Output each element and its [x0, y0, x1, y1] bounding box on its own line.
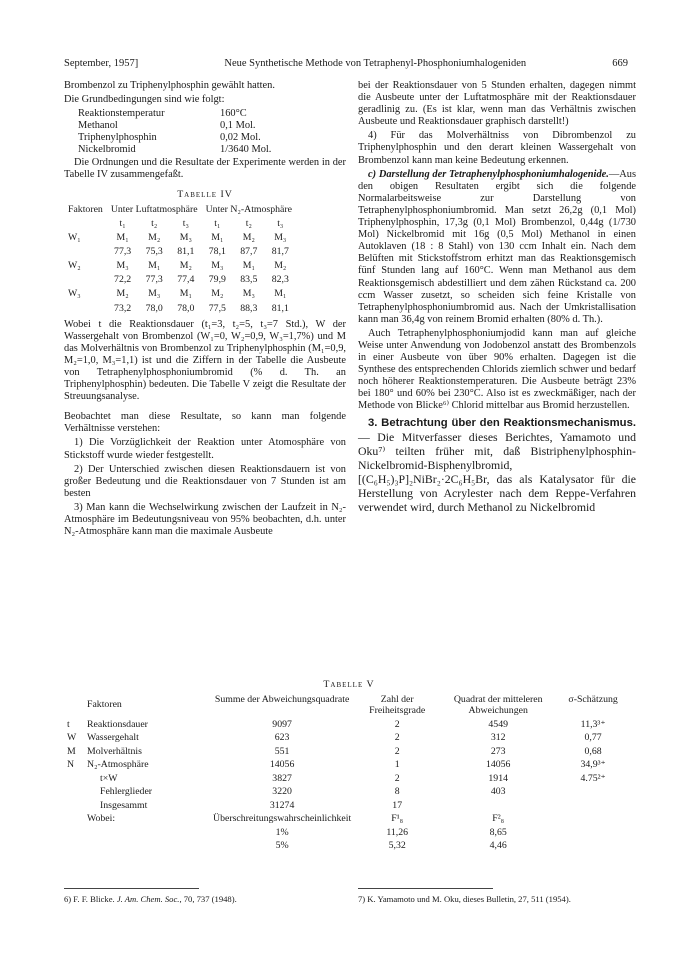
table5-factor: Molverhältnis: [87, 745, 142, 757]
intro-paragraph: Brombenzol zu Triphenylphosphin gewählt hatten.: [64, 80, 275, 91]
table4-factors-head: Faktoren: [68, 203, 103, 215]
order-paragraph: Die Ordnungen und die Resultate der Experimente werden in der Tabelle IV zusammengefaßt.: [64, 156, 346, 180]
table5-cell: 8,65: [489, 826, 507, 838]
table-row: [64, 259, 296, 273]
table-row: [64, 245, 296, 259]
table4-cell: M₃: [148, 288, 161, 300]
table5-cell: 312: [490, 732, 506, 743]
table4-head: t₃: [182, 217, 189, 229]
table4-cell: M₃: [116, 260, 129, 272]
table4-factor: W₃: [68, 288, 81, 300]
table5-cell: 3220: [272, 786, 292, 797]
table-row: [64, 718, 630, 732]
table4-cell: 75,3: [145, 246, 163, 258]
section-3-paragraph: [358, 415, 636, 514]
table4-cell: 77,5: [208, 302, 226, 314]
table5-wobei: Wobei:: [87, 813, 116, 824]
table5-factor: Wassergehalt: [87, 732, 139, 743]
section-c-text: —Aus den obigen Resultaten ergibt sich die folgende Normalarbeitsweise zur Darstellung von Tetraphenylphosphoniumbromid. Man setzt 26,2g (0,1 Mol) Triphenylphosphin, 17,3g (0,1 Mol) Brombenzol, 0,44g (1/730 Mol) Nickelbromid mit 16g (0,5 Mol) Methanol in einen Autoklaven (18 : 8 Stahl) von 130 ccm Inhalt ein. Nach dem Belüften mit Stickstoffstrom erhitzt man das Reaktionsgemisch fünf Stunden lang auf 160°C. Wenn man Methanol aus dem Reaktionsgemisch abdestilliert und dem zähen Rückstand ca. 200 ccm Wasser zusetzt, so scheiden sich feine Kristalle von Tetraphenylphosphoniumbromid aus. Nach der Umkristallisation kann man 36,4g von reinem Bromid erhalten (80% d. Th.).: [358, 168, 636, 325]
table4-cell: 78,0: [145, 302, 163, 314]
table5-cell: 2: [394, 732, 400, 743]
table5-cell: 31274: [269, 799, 295, 811]
table4-cell: 77,3: [114, 246, 132, 258]
table5-cell: 11,26: [386, 826, 409, 838]
table4-cell: 77,4: [177, 274, 195, 286]
table5-factor: Fehlerglieder: [100, 786, 153, 797]
footnote-6: 6) F. F. Blicke. J. Am. Chem. Soc., 70, 737 (1948).: [64, 894, 237, 904]
table4-cell: 73,2: [114, 302, 132, 314]
table5-f2-head: F²₈: [492, 813, 505, 824]
table4: [64, 203, 296, 316]
condition-value: 0,02 Mol.: [220, 132, 261, 144]
table4-cell: 82,3: [271, 274, 289, 286]
table5-cell: 3827: [272, 772, 292, 784]
point-1: 1) Die Vorzüglichkeit der Reaktion unter Atomosphäre von Stickstoff wurde wieder festgestellt.: [64, 437, 346, 461]
section-c-paragraph: [358, 169, 636, 326]
table5-cell: 0,77: [584, 732, 602, 743]
table5-cell: 1: [394, 759, 400, 770]
table4-cell: 72,2: [114, 274, 132, 286]
table5-cell: 4,46: [489, 840, 507, 851]
point-4: 4) Für das Molverhältniss von Dibrombenzol zu Triphenylphosphin und den derart kleinen Wassergehalt von Brombenzol kann man keine Bedeutung erkennen.: [358, 130, 636, 166]
table-row: [64, 839, 630, 853]
iodide-paragraph: Auch Tetraphenylphosphoniumjodid kann man auf gleiche Weise unter Anwendung von Jodobenzol anstatt des Brombenzols in einer Ausbeute von über 90% erhalten. Dagegen ist die Synthese des entsprechenden Chlorids ziemlich schwer und bedarf noch höherer Reaktionstemperaturen. Die Ausbeute beträgt 23% bei 180° und 60% bei 230°C. Also ist es zweckmäßiger, nach der Methode von Blicke⁶⁾ Chlorid mittelbar aus Bromid herzustellen.: [358, 327, 636, 412]
table-row: [64, 812, 630, 826]
table5-symbol: M: [67, 745, 76, 757]
condition-value: 1/3640 Mol.: [220, 144, 272, 156]
table4-cell: 88,3: [240, 302, 258, 314]
table4-cell: M₂: [211, 288, 224, 300]
table5-factor: Reaktionsdauer: [87, 718, 148, 730]
table5-pct: 5%: [275, 840, 289, 851]
condition-value: 0,1 Mol.: [220, 120, 256, 132]
table5-factor: t×W: [100, 772, 118, 784]
table5-cell: 273: [490, 745, 506, 757]
table5-cell: [556, 799, 630, 813]
table5-cell: 2: [394, 718, 400, 730]
section-c-heading: c) Darstellung der Tetraphenylphosphoniumhalogenide.: [368, 168, 609, 180]
table-row: [64, 826, 630, 840]
table5-cell: 0,68: [584, 745, 602, 757]
table5-head: σ-Schätzung: [568, 693, 618, 705]
table4-cell: M₃: [179, 232, 192, 244]
footnote-rule-right: [358, 888, 493, 889]
right-column: [358, 80, 636, 516]
table4-head: t₃: [277, 217, 284, 229]
table5-head: Zahl der Freiheitsgrade: [369, 693, 426, 716]
table-row: [64, 287, 296, 301]
table4-cell: 87,7: [240, 246, 258, 258]
table-row: [64, 231, 296, 245]
table5-factor: Insgesammt: [100, 799, 148, 811]
table5-cell: 17: [392, 799, 403, 811]
condition-key: Triphenylphosphin: [78, 132, 157, 144]
table4-head: t₂: [151, 217, 158, 229]
table4-caption: Tabelle IV: [177, 188, 233, 200]
table-row: [64, 799, 630, 813]
table4-head: t₂: [245, 217, 252, 229]
table5-factor: N₂-Atmosphäre: [87, 759, 149, 770]
table4-cell: 81,1: [177, 246, 195, 258]
condition-value: 160°C: [220, 108, 247, 120]
table5-cell: 9097: [272, 718, 292, 730]
table5-cell: 34,9³⁺: [580, 759, 606, 770]
table-row: [64, 273, 296, 287]
table4-cell: 79,9: [208, 274, 226, 286]
table5-cell: 11,3³⁺: [580, 718, 606, 730]
running-header: [64, 58, 628, 69]
condition-key: Reaktionstemperatur: [78, 108, 165, 120]
table5-cell: 551: [274, 745, 290, 757]
table5-cell: 14056: [485, 759, 511, 770]
table-row: [64, 302, 296, 316]
table5-cell: 14056: [269, 759, 295, 770]
table4-cell: M₂: [274, 260, 287, 272]
left-column: [64, 80, 346, 540]
table4-cell: M₁: [116, 232, 129, 244]
table4-cell: M₃: [274, 232, 287, 244]
table5-cell: 4.75²⁺: [580, 772, 606, 784]
table4-cell: M₁: [242, 260, 255, 272]
table5-caption: Tabelle V: [323, 679, 375, 690]
table5-cell: 5,32: [388, 840, 406, 851]
table4-head: t₁: [214, 217, 221, 229]
header-title: Neue Synthetische Methode von Tetraphenyl-Phosphoniumhalogeniden: [224, 58, 527, 69]
table5-cell: 8: [394, 786, 400, 797]
table4-cell: 81,1: [271, 302, 289, 314]
table5-head: Summe der Abweichungsquadrate: [214, 693, 350, 705]
table5-symbol: W: [67, 732, 77, 743]
table5-pct: 1%: [275, 826, 289, 838]
wobei-paragraph: Wobei t die Reaktionsdauer (t₁=3, t₂=5, t₃=7 Std.), W der Wassergehalt von Brombenzol (W₁=0, W₂=0,9, W₃=1,7%) und M das Molverhältnis von Brombenzol zu Triphenylphosphin (M₁=0,9, M₂=1,0, M₃=1,1) ist und die Ziffern in der Tabelle die Ausbeute von Tetraphenylphosphoniumbromid (% d. Th. an Triphenylphosphin) bedeuten. Die Tabelle V zeigt die Resultate der Streuungsanalyse.: [64, 318, 346, 403]
header-page-number: 669: [612, 58, 628, 69]
table-row: [64, 731, 630, 745]
footnote-7: 7) K. Yamamoto und M. Oku, dieses Bulletin, 27, 511 (1954).: [358, 894, 571, 904]
right-continuation: bei der Reaktionsdauer von 5 Stunden erhalten, dagegen nimmt die Ausbeute unter der Luftatmosphäre mit der Reaktionsdauer geradlinig zu. (Es ist klar, wenn man das Verhältnis zwischen Ausbeute und Reaktionsdauer graphisch darstellt!): [358, 80, 636, 128]
table5-cell: 1914: [488, 772, 508, 784]
table4-cell: M₁: [148, 260, 161, 272]
table4-head: t₁: [119, 217, 126, 229]
table5-cell: [556, 785, 630, 799]
table4-col-air: Unter Luftatmosphäre: [110, 203, 198, 215]
table5-cell: 4549: [488, 718, 508, 730]
table5-cell: [440, 799, 556, 813]
table-row: [64, 772, 630, 786]
table4-cell: M₁: [179, 288, 192, 300]
conditions-lead: Die Grundbedingungen sind wie folgt:: [64, 94, 225, 106]
table4-cell: M₂: [116, 288, 129, 300]
section-3-heading: 3. Betrachtung über den Reaktionsmechanismus.: [368, 416, 636, 429]
table4-cell: 77,3: [145, 274, 163, 286]
observation-paragraph: Beobachtet man diese Resultate, so kann man folgende Verhältnisse verstehen:: [64, 411, 346, 435]
table5-prob-head: Überschreitungswahrscheinlichkeit: [213, 813, 352, 824]
table4-cell: M₁: [274, 288, 287, 300]
table-row: [64, 785, 630, 799]
section-3-text: — Die Mitverfasser dieses Berichtes, Yamamoto und Oku⁷⁾ teilten früher mit, daß Bistriphenylphosphin-Nickelbromid-Bisphenylbromid, [(C₆H₅)₃P]₂NiBr₂·2C₆H₅Br, das als Katalysator für die Herstellung von Acrylester nach dem Reppe-Verfahren verwendet wird, durch Methanol zu Nickelbromid: [358, 429, 636, 514]
header-date: September, 1957]: [64, 58, 139, 69]
table4-factor: W₁: [68, 232, 81, 244]
table4-cell: M₂: [179, 260, 192, 272]
table4-cell: M₃: [242, 288, 255, 300]
table4-cell: M₃: [211, 260, 224, 272]
table-row: [64, 758, 630, 772]
table4-cell: 78,0: [177, 302, 195, 314]
point-3: 3) Man kann die Wechselwirkung zwischen der Laufzeit in N₂-Atmosphäre im Bedeutungsniveau von 95% beobachten, d.h. unter N₂-Atmosphäre kann man die maximale Ausbeute: [64, 501, 346, 538]
table4-cell: 78,1: [208, 246, 226, 258]
footnote-rule-left: [64, 888, 199, 889]
table5-block: [64, 679, 634, 853]
conditions-list: [78, 108, 346, 156]
table-row: [64, 745, 630, 759]
table4-cell: 81,7: [271, 246, 289, 258]
table5-cell: 623: [274, 732, 290, 743]
table5-cell: 2: [394, 745, 400, 757]
table4-cell: 83,5: [240, 274, 258, 286]
table5-head: Quadrat der mitteleren Abweichungen: [453, 693, 543, 716]
table5-symbol: N: [67, 759, 75, 770]
table5-cell: 2: [394, 772, 400, 784]
table5-symbol: t: [67, 718, 70, 730]
table4-col-n2: Unter N₂-Atmosphäre: [205, 203, 293, 215]
table4-cell: M₁: [211, 232, 224, 244]
table5-f1-head: F¹₈: [391, 813, 404, 824]
point-2: 2) Der Unterschied zwischen diesen Reaktionsdauern ist von großer Bedeutung und die Reaktionsdauer von 7 Stunden ist am besten: [64, 463, 346, 499]
table5-head: Faktoren: [87, 699, 122, 711]
table5: [64, 693, 630, 853]
table4-factor: W₂: [68, 260, 81, 272]
table4-cell: M₂: [148, 232, 161, 244]
condition-key: Methanol: [78, 120, 118, 132]
table4-cell: M₂: [242, 232, 255, 244]
table5-cell: 403: [490, 786, 506, 797]
condition-key: Nickelbromid: [78, 144, 136, 156]
